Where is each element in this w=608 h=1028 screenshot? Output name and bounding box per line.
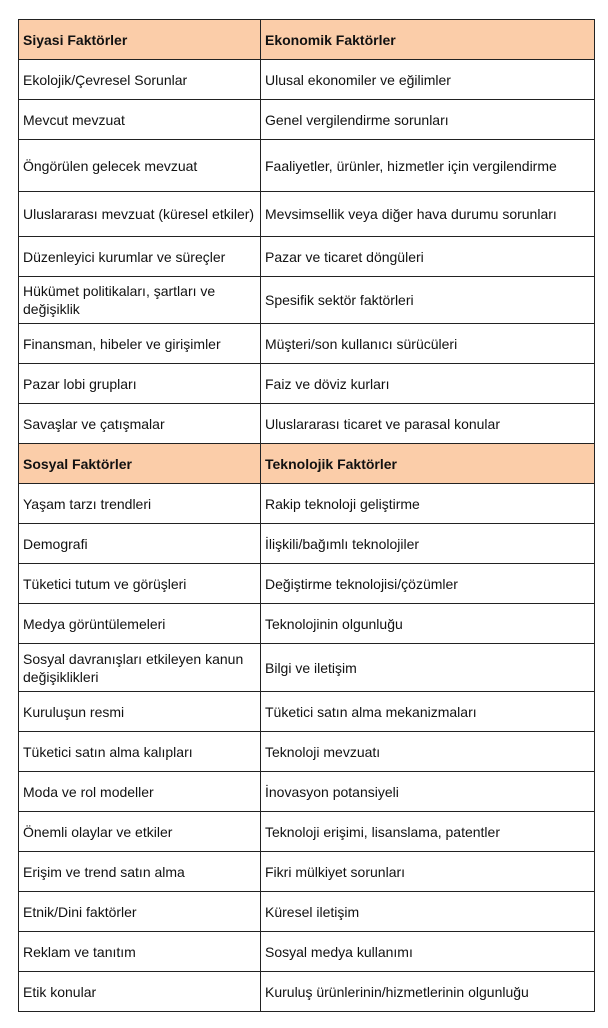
- table-cell: Teknolojinin olgunluğu: [261, 604, 595, 644]
- table-cell: Tüketici satın alma mekanizmaları: [261, 692, 595, 732]
- table-cell: Öngörülen gelecek mevzuat: [19, 140, 261, 192]
- header-cell: Sosyal Faktörler: [19, 444, 261, 484]
- table-row: [19, 404, 595, 444]
- table-cell: Rakip teknoloji geliştirme: [261, 484, 595, 524]
- table-row: [19, 484, 595, 524]
- table-cell: Genel vergilendirme sorunları: [261, 100, 595, 140]
- table-cell: Tüketici tutum ve görüşleri: [19, 564, 261, 604]
- header-row: [19, 444, 595, 484]
- table-row: [19, 192, 595, 237]
- header-cell: Teknolojik Faktörler: [261, 444, 595, 484]
- table-cell: Demografi: [19, 524, 261, 564]
- header-cell: Ekonomik Faktörler: [261, 20, 595, 60]
- header-cell: Siyasi Faktörler: [19, 20, 261, 60]
- table-row: [19, 972, 595, 1012]
- table-cell: Teknoloji erişimi, lisanslama, patentler: [261, 812, 595, 852]
- table-cell: Teknoloji mevzuatı: [261, 732, 595, 772]
- table-cell: Hükümet politikaları, şartları ve değişiklik: [19, 277, 261, 324]
- table-cell: Uluslararası ticaret ve parasal konular: [261, 404, 595, 444]
- table-cell: Reklam ve tanıtım: [19, 932, 261, 972]
- table-row: [19, 237, 595, 277]
- table-row: [19, 932, 595, 972]
- table-cell: Faaliyetler, ürünler, hizmetler için vergilendirme: [261, 140, 595, 192]
- table-cell: Bilgi ve iletişim: [261, 644, 595, 692]
- table-cell: Küresel iletişim: [261, 892, 595, 932]
- table-cell: Mevcut mevzuat: [19, 100, 261, 140]
- table-cell: Uluslararası mevzuat (küresel etkiler): [19, 192, 261, 237]
- table-cell: Düzenleyici kurumlar ve süreçler: [19, 237, 261, 277]
- table-cell: Etnik/Dini faktörler: [19, 892, 261, 932]
- table-cell: İnovasyon potansiyeli: [261, 772, 595, 812]
- table-row: [19, 772, 595, 812]
- table-cell: Medya görüntülemeleri: [19, 604, 261, 644]
- table-cell: Fikri mülkiyet sorunları: [261, 852, 595, 892]
- table-row: [19, 60, 595, 100]
- table-row: [19, 564, 595, 604]
- table-cell: Yaşam tarzı trendleri: [19, 484, 261, 524]
- table-cell: Pazar lobi grupları: [19, 364, 261, 404]
- table-cell: Kuruluşun resmi: [19, 692, 261, 732]
- pest-analysis-table: [18, 19, 595, 1012]
- table-row: [19, 364, 595, 404]
- table-row: [19, 812, 595, 852]
- table-row: [19, 524, 595, 564]
- table-cell: Tüketici satın alma kalıpları: [19, 732, 261, 772]
- table-cell: Finansman, hibeler ve girişimler: [19, 324, 261, 364]
- table-row: [19, 140, 595, 192]
- table-row: [19, 277, 595, 324]
- table-cell: Pazar ve ticaret döngüleri: [261, 237, 595, 277]
- table-cell: Sosyal medya kullanımı: [261, 932, 595, 972]
- table-row: [19, 852, 595, 892]
- table-row: [19, 604, 595, 644]
- table-cell: Spesifik sektör faktörleri: [261, 277, 595, 324]
- table-row: [19, 692, 595, 732]
- table-cell: Önemli olaylar ve etkiler: [19, 812, 261, 852]
- table-cell: Ulusal ekonomiler ve eğilimler: [261, 60, 595, 100]
- table-cell: Müşteri/son kullanıcı sürücüleri: [261, 324, 595, 364]
- table-row: [19, 324, 595, 364]
- table-cell: Erişim ve trend satın alma: [19, 852, 261, 892]
- table-cell: Savaşlar ve çatışmalar: [19, 404, 261, 444]
- table-row: [19, 732, 595, 772]
- table-cell: Kuruluş ürünlerinin/hizmetlerinin olgunluğu: [261, 972, 595, 1012]
- table-row: [19, 644, 595, 692]
- table-cell: Sosyal davranışları etkileyen kanun değişiklikleri: [19, 644, 261, 692]
- table-cell: Faiz ve döviz kurları: [261, 364, 595, 404]
- table-cell: İlişkili/bağımlı teknolojiler: [261, 524, 595, 564]
- table-body: [19, 20, 595, 1012]
- table-cell: Değiştirme teknolojisi/çözümler: [261, 564, 595, 604]
- table-cell: Ekolojik/Çevresel Sorunlar: [19, 60, 261, 100]
- table-row: [19, 100, 595, 140]
- table-cell: Moda ve rol modeller: [19, 772, 261, 812]
- header-row: [19, 20, 595, 60]
- table-cell: Mevsimsellik veya diğer hava durumu sorunları: [261, 192, 595, 237]
- table-row: [19, 892, 595, 932]
- table-cell: Etik konular: [19, 972, 261, 1012]
